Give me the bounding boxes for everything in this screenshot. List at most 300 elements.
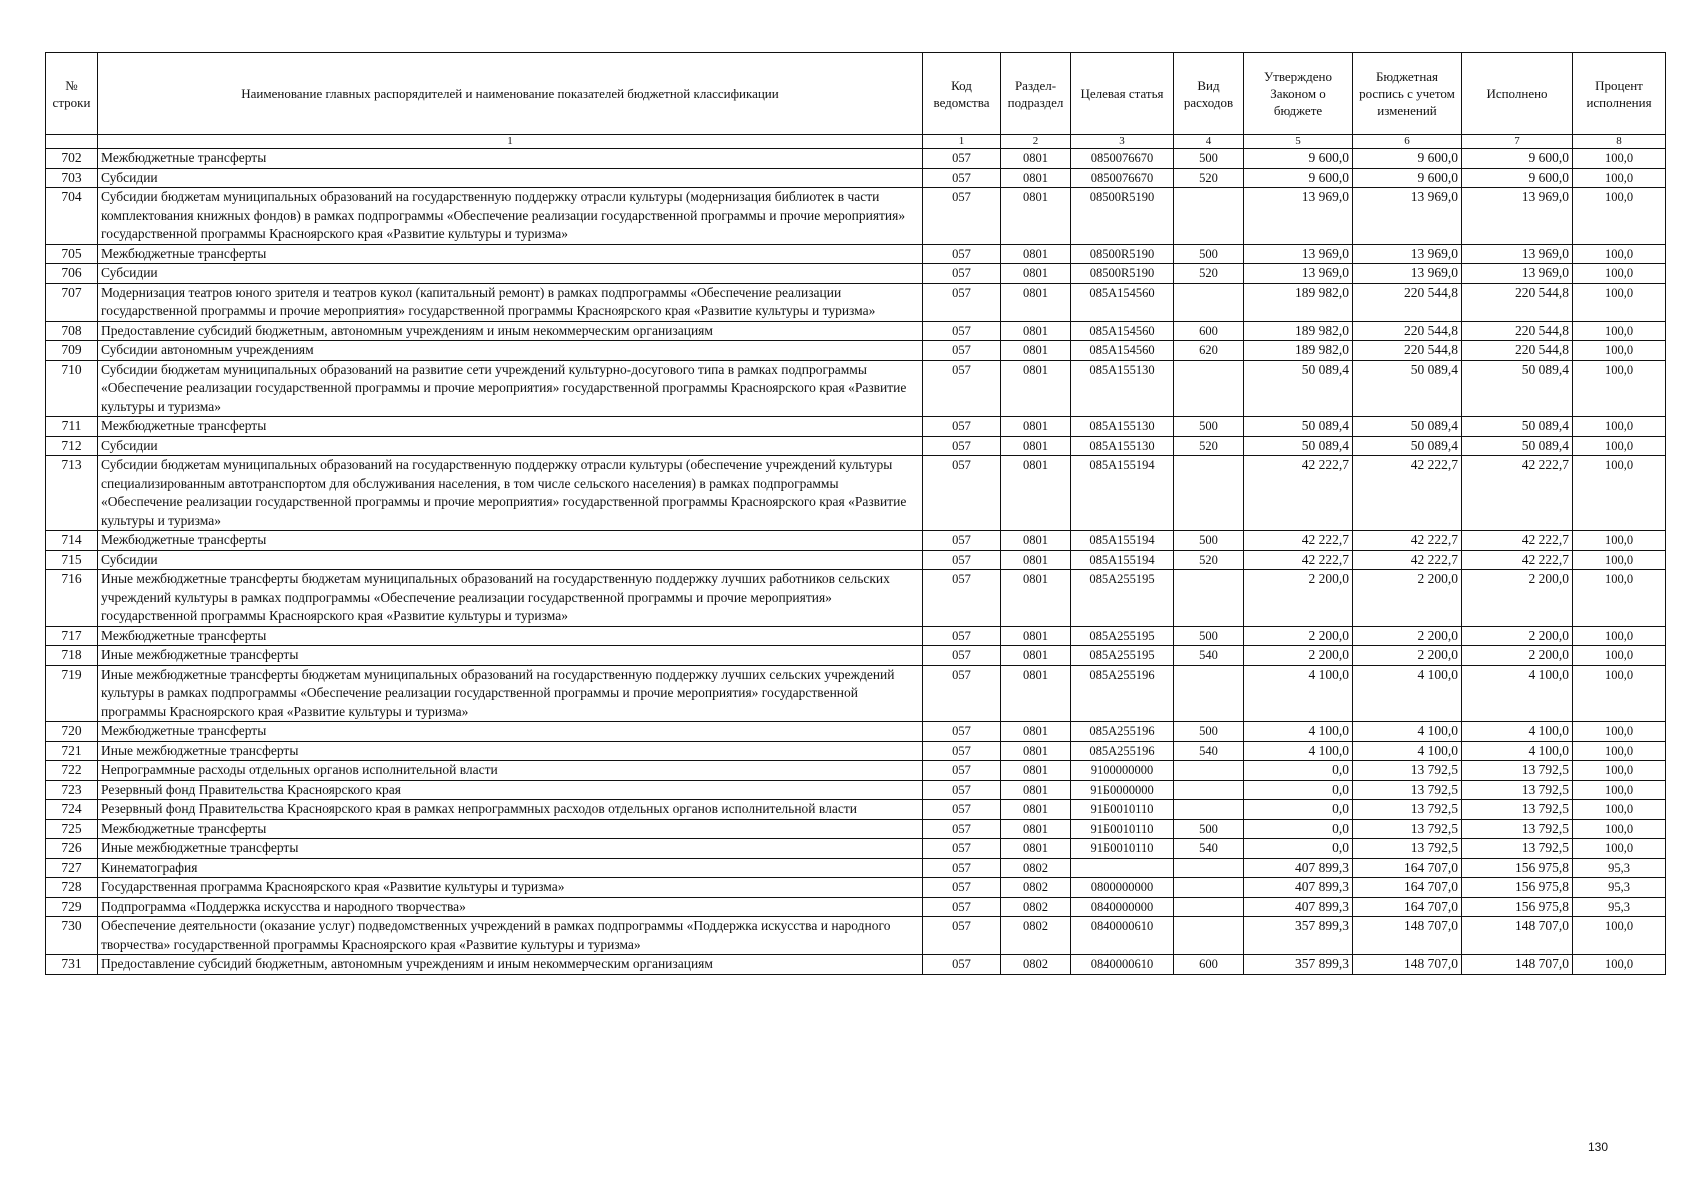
row-procent: 100,0 — [1573, 168, 1666, 188]
row-vedomstvo: 057 — [923, 417, 1001, 437]
row-utverzhdeno: 407 899,3 — [1244, 858, 1353, 878]
row-utverzhdeno: 0,0 — [1244, 761, 1353, 781]
row-vedomstvo: 057 — [923, 917, 1001, 955]
row-utverzhdeno: 42 222,7 — [1244, 550, 1353, 570]
row-rospis: 148 707,0 — [1353, 955, 1462, 975]
row-procent: 95,3 — [1573, 878, 1666, 898]
row-number: 710 — [46, 360, 98, 417]
row-ispolneno: 13 969,0 — [1462, 244, 1573, 264]
row-number: 704 — [46, 188, 98, 245]
row-vid: 520 — [1174, 264, 1244, 284]
row-utverzhdeno: 189 982,0 — [1244, 341, 1353, 361]
row-rospis: 42 222,7 — [1353, 456, 1462, 531]
row-vid: 500 — [1174, 244, 1244, 264]
row-razdel: 0801 — [1001, 722, 1071, 742]
row-ispolneno: 148 707,0 — [1462, 955, 1573, 975]
header-row-no: № строки — [46, 53, 98, 135]
table-row — [46, 436, 1666, 456]
row-vedomstvo: 057 — [923, 646, 1001, 666]
row-number: 713 — [46, 456, 98, 531]
row-razdel: 0801 — [1001, 417, 1071, 437]
row-razdel: 0801 — [1001, 341, 1071, 361]
row-name: Государственная программа Красноярского края «Развитие культуры и туризма» — [98, 878, 923, 898]
row-name: Субсидии — [98, 168, 923, 188]
row-vid — [1174, 761, 1244, 781]
row-number: 702 — [46, 149, 98, 169]
row-statya: 91Б0010110 — [1071, 839, 1174, 859]
row-ispolneno: 148 707,0 — [1462, 917, 1573, 955]
row-number: 727 — [46, 858, 98, 878]
row-name: Модернизация театров юного зрителя и театров кукол (капитальный ремонт) в рамках подпрограммы «Обеспечение реализации государственной программы и прочие мероприятия» государственной программы Красноярского края «Развитие культуры и туризма» — [98, 283, 923, 321]
row-ispolneno: 50 089,4 — [1462, 436, 1573, 456]
row-ispolneno: 220 544,8 — [1462, 341, 1573, 361]
row-vedomstvo: 057 — [923, 188, 1001, 245]
row-statya: 085A155194 — [1071, 456, 1174, 531]
row-razdel: 0801 — [1001, 780, 1071, 800]
row-vedomstvo: 057 — [923, 264, 1001, 284]
row-procent: 100,0 — [1573, 839, 1666, 859]
row-statya: 085A155130 — [1071, 436, 1174, 456]
row-number: 724 — [46, 800, 98, 820]
row-razdel: 0802 — [1001, 858, 1071, 878]
row-name: Межбюджетные трансферты — [98, 819, 923, 839]
row-razdel: 0802 — [1001, 897, 1071, 917]
row-rospis: 164 707,0 — [1353, 858, 1462, 878]
row-vid — [1174, 283, 1244, 321]
row-statya — [1071, 858, 1174, 878]
row-procent: 100,0 — [1573, 955, 1666, 975]
table-row — [46, 149, 1666, 169]
row-vedomstvo: 057 — [923, 360, 1001, 417]
row-vid — [1174, 917, 1244, 955]
table-row — [46, 341, 1666, 361]
row-utverzhdeno: 0,0 — [1244, 819, 1353, 839]
row-vid — [1174, 780, 1244, 800]
row-procent: 100,0 — [1573, 264, 1666, 284]
row-ispolneno: 50 089,4 — [1462, 360, 1573, 417]
row-statya: 0840000610 — [1071, 955, 1174, 975]
row-razdel: 0801 — [1001, 839, 1071, 859]
row-vid — [1174, 360, 1244, 417]
row-procent: 100,0 — [1573, 800, 1666, 820]
row-procent: 100,0 — [1573, 780, 1666, 800]
header-vedomstvo: Код ведомства — [923, 53, 1001, 135]
row-vid: 500 — [1174, 626, 1244, 646]
header-name: Наименование главных распорядителей и наименование показателей бюджетной классификации — [98, 53, 923, 135]
table-row — [46, 878, 1666, 898]
table-row — [46, 761, 1666, 781]
header-statya: Целевая статья — [1071, 53, 1174, 135]
row-vid: 600 — [1174, 321, 1244, 341]
row-razdel: 0801 — [1001, 188, 1071, 245]
row-name: Межбюджетные трансферты — [98, 244, 923, 264]
row-procent: 100,0 — [1573, 531, 1666, 551]
row-number: 716 — [46, 570, 98, 627]
row-ispolneno: 156 975,8 — [1462, 858, 1573, 878]
row-name: Субсидии — [98, 550, 923, 570]
row-razdel: 0801 — [1001, 321, 1071, 341]
row-procent: 100,0 — [1573, 741, 1666, 761]
row-statya: 085A155130 — [1071, 417, 1174, 437]
page-number: 130 — [1588, 1140, 1609, 1154]
row-utverzhdeno: 42 222,7 — [1244, 531, 1353, 551]
row-ispolneno: 13 792,5 — [1462, 780, 1573, 800]
row-ispolneno: 9 600,0 — [1462, 168, 1573, 188]
row-vid: 500 — [1174, 417, 1244, 437]
row-name: Субсидии — [98, 436, 923, 456]
row-vedomstvo: 057 — [923, 436, 1001, 456]
row-vedomstvo: 057 — [923, 800, 1001, 820]
row-vedomstvo: 057 — [923, 780, 1001, 800]
row-name: Иные межбюджетные трансферты — [98, 839, 923, 859]
column-number: 4 — [1174, 135, 1244, 149]
row-rospis: 13 969,0 — [1353, 188, 1462, 245]
row-vedomstvo: 057 — [923, 665, 1001, 722]
row-vedomstvo: 057 — [923, 321, 1001, 341]
row-utverzhdeno: 2 200,0 — [1244, 626, 1353, 646]
row-statya: 91Б0010110 — [1071, 800, 1174, 820]
row-ispolneno: 156 975,8 — [1462, 897, 1573, 917]
row-vedomstvo: 057 — [923, 283, 1001, 321]
row-razdel: 0801 — [1001, 360, 1071, 417]
header-procent: Процент исполнения — [1573, 53, 1666, 135]
row-name: Иные межбюджетные трансферты бюджетам муниципальных образований на государственную поддержку лучших сельских учреждений культуры в рамках подпрограммы «Обеспечение реализации государственной программы и прочие мероприятия» государственной программы Красноярского края «Развитие культуры и туризма» — [98, 665, 923, 722]
table-row — [46, 570, 1666, 627]
row-rospis: 50 089,4 — [1353, 417, 1462, 437]
row-statya: 085A154560 — [1071, 321, 1174, 341]
column-number: 6 — [1353, 135, 1462, 149]
row-name: Непрограммные расходы отдельных органов исполнительной власти — [98, 761, 923, 781]
row-rospis: 13 792,5 — [1353, 819, 1462, 839]
row-statya: 085A154560 — [1071, 283, 1174, 321]
row-statya: 085A155130 — [1071, 360, 1174, 417]
table-row — [46, 917, 1666, 955]
row-razdel: 0801 — [1001, 819, 1071, 839]
row-utverzhdeno: 9 600,0 — [1244, 149, 1353, 169]
row-vid: 520 — [1174, 168, 1244, 188]
row-procent: 100,0 — [1573, 149, 1666, 169]
row-procent: 100,0 — [1573, 917, 1666, 955]
row-ispolneno: 13 792,5 — [1462, 839, 1573, 859]
row-statya: 085A155194 — [1071, 550, 1174, 570]
row-utverzhdeno: 13 969,0 — [1244, 244, 1353, 264]
row-procent: 100,0 — [1573, 321, 1666, 341]
header-utverzhdeno: Утверждено Законом о бюджете — [1244, 53, 1353, 135]
row-vedomstvo: 057 — [923, 897, 1001, 917]
table-row — [46, 897, 1666, 917]
table-row — [46, 800, 1666, 820]
row-rospis: 9 600,0 — [1353, 149, 1462, 169]
row-razdel: 0801 — [1001, 456, 1071, 531]
row-ispolneno: 13 792,5 — [1462, 800, 1573, 820]
row-procent: 95,3 — [1573, 897, 1666, 917]
header-ispolneno: Исполнено — [1462, 53, 1573, 135]
row-procent: 100,0 — [1573, 646, 1666, 666]
row-utverzhdeno: 13 969,0 — [1244, 188, 1353, 245]
row-vid — [1174, 858, 1244, 878]
table-row — [46, 168, 1666, 188]
row-rospis: 13 969,0 — [1353, 264, 1462, 284]
row-statya: 08500R5190 — [1071, 264, 1174, 284]
row-ispolneno: 13 792,5 — [1462, 761, 1573, 781]
row-razdel: 0801 — [1001, 550, 1071, 570]
row-utverzhdeno: 357 899,3 — [1244, 917, 1353, 955]
row-statya: 085A255195 — [1071, 626, 1174, 646]
row-procent: 100,0 — [1573, 761, 1666, 781]
row-statya: 085A255196 — [1071, 722, 1174, 742]
table-row — [46, 417, 1666, 437]
row-procent: 100,0 — [1573, 436, 1666, 456]
row-statya: 9100000000 — [1071, 761, 1174, 781]
row-razdel: 0801 — [1001, 761, 1071, 781]
row-vedomstvo: 057 — [923, 878, 1001, 898]
row-utverzhdeno: 13 969,0 — [1244, 264, 1353, 284]
row-ispolneno: 13 969,0 — [1462, 264, 1573, 284]
row-statya: 0850076670 — [1071, 168, 1174, 188]
table-row — [46, 665, 1666, 722]
row-ispolneno: 220 544,8 — [1462, 321, 1573, 341]
row-vid: 540 — [1174, 646, 1244, 666]
row-vid: 520 — [1174, 550, 1244, 570]
row-number: 728 — [46, 878, 98, 898]
row-ispolneno: 4 100,0 — [1462, 722, 1573, 742]
row-ispolneno: 4 100,0 — [1462, 741, 1573, 761]
row-vid: 600 — [1174, 955, 1244, 975]
column-number: 5 — [1244, 135, 1353, 149]
row-ispolneno: 42 222,7 — [1462, 550, 1573, 570]
row-ispolneno: 13 969,0 — [1462, 188, 1573, 245]
row-number: 723 — [46, 780, 98, 800]
row-rospis: 13 792,5 — [1353, 761, 1462, 781]
row-vid — [1174, 188, 1244, 245]
row-name: Резервный фонд Правительства Красноярского края в рамках непрограммных расходов отдельных органов исполнительной власти — [98, 800, 923, 820]
row-statya: 0800000000 — [1071, 878, 1174, 898]
row-statya: 085A255196 — [1071, 665, 1174, 722]
row-statya: 085A255195 — [1071, 646, 1174, 666]
row-vid: 620 — [1174, 341, 1244, 361]
table-row — [46, 360, 1666, 417]
header-rospis: Бюджетная роспись с учетом изменений — [1353, 53, 1462, 135]
row-ispolneno: 220 544,8 — [1462, 283, 1573, 321]
row-vedomstvo: 057 — [923, 456, 1001, 531]
table-row — [46, 741, 1666, 761]
row-vid — [1174, 878, 1244, 898]
row-procent: 100,0 — [1573, 341, 1666, 361]
budget-table — [45, 52, 1666, 975]
table-row — [46, 283, 1666, 321]
row-procent: 100,0 — [1573, 570, 1666, 627]
row-name: Субсидии автономным учреждениям — [98, 341, 923, 361]
row-rospis: 13 969,0 — [1353, 244, 1462, 264]
table-row — [46, 646, 1666, 666]
row-name: Обеспечение деятельности (оказание услуг) подведомственных учреждений в рамках подпрограммы «Поддержка искусства и народного творчества» государственной программы Красноярского края «Развитие культуры и туризма» — [98, 917, 923, 955]
row-number: 714 — [46, 531, 98, 551]
row-number: 715 — [46, 550, 98, 570]
row-razdel: 0801 — [1001, 800, 1071, 820]
row-razdel: 0801 — [1001, 168, 1071, 188]
row-utverzhdeno: 189 982,0 — [1244, 321, 1353, 341]
column-number: 1 — [923, 135, 1001, 149]
row-procent: 100,0 — [1573, 244, 1666, 264]
row-statya: 08500R5190 — [1071, 188, 1174, 245]
column-number: 1 — [98, 135, 923, 149]
row-name: Межбюджетные трансферты — [98, 531, 923, 551]
row-razdel: 0801 — [1001, 244, 1071, 264]
row-name: Предоставление субсидий бюджетным, автономным учреждениям и иным некоммерческим организациям — [98, 955, 923, 975]
row-ispolneno: 4 100,0 — [1462, 665, 1573, 722]
row-number: 705 — [46, 244, 98, 264]
row-razdel: 0801 — [1001, 570, 1071, 627]
row-rospis: 4 100,0 — [1353, 722, 1462, 742]
row-number: 707 — [46, 283, 98, 321]
row-utverzhdeno: 0,0 — [1244, 780, 1353, 800]
row-vid: 500 — [1174, 722, 1244, 742]
row-number: 731 — [46, 955, 98, 975]
row-number: 730 — [46, 917, 98, 955]
row-vedomstvo: 057 — [923, 955, 1001, 975]
row-ispolneno: 156 975,8 — [1462, 878, 1573, 898]
row-vedomstvo: 057 — [923, 839, 1001, 859]
row-vedomstvo: 057 — [923, 341, 1001, 361]
row-statya: 0840000000 — [1071, 897, 1174, 917]
row-razdel: 0802 — [1001, 878, 1071, 898]
row-razdel: 0801 — [1001, 264, 1071, 284]
row-vedomstvo: 057 — [923, 531, 1001, 551]
row-vedomstvo: 057 — [923, 168, 1001, 188]
row-utverzhdeno: 189 982,0 — [1244, 283, 1353, 321]
row-rospis: 2 200,0 — [1353, 626, 1462, 646]
row-name: Межбюджетные трансферты — [98, 417, 923, 437]
row-statya: 91Б0010110 — [1071, 819, 1174, 839]
row-rospis: 2 200,0 — [1353, 570, 1462, 627]
row-rospis: 9 600,0 — [1353, 168, 1462, 188]
row-utverzhdeno: 42 222,7 — [1244, 456, 1353, 531]
column-number-blank — [46, 135, 98, 149]
row-razdel: 0802 — [1001, 917, 1071, 955]
row-utverzhdeno: 50 089,4 — [1244, 417, 1353, 437]
row-rospis: 13 792,5 — [1353, 800, 1462, 820]
table-row — [46, 722, 1666, 742]
row-procent: 100,0 — [1573, 550, 1666, 570]
row-utverzhdeno: 407 899,3 — [1244, 897, 1353, 917]
table-row — [46, 550, 1666, 570]
row-procent: 100,0 — [1573, 360, 1666, 417]
row-name: Субсидии бюджетам муниципальных образований на развитие сети учреждений культурно-досугового типа в рамках подпрограммы «Обеспечение реализации государственной программы и прочие мероприятия» государственной программы Красноярского края «Развитие культуры и туризма» — [98, 360, 923, 417]
row-razdel: 0801 — [1001, 283, 1071, 321]
column-number: 2 — [1001, 135, 1071, 149]
row-statya: 085A255195 — [1071, 570, 1174, 627]
row-statya: 085A154560 — [1071, 341, 1174, 361]
row-vedomstvo: 057 — [923, 550, 1001, 570]
row-rospis: 164 707,0 — [1353, 878, 1462, 898]
row-razdel: 0801 — [1001, 436, 1071, 456]
row-rospis: 164 707,0 — [1353, 897, 1462, 917]
row-rospis: 50 089,4 — [1353, 436, 1462, 456]
column-number: 7 — [1462, 135, 1573, 149]
row-number: 719 — [46, 665, 98, 722]
row-procent: 95,3 — [1573, 858, 1666, 878]
row-name: Межбюджетные трансферты — [98, 722, 923, 742]
row-procent: 100,0 — [1573, 417, 1666, 437]
row-ispolneno: 42 222,7 — [1462, 456, 1573, 531]
row-number: 703 — [46, 168, 98, 188]
row-vid: 520 — [1174, 436, 1244, 456]
row-vid — [1174, 456, 1244, 531]
row-rospis: 2 200,0 — [1353, 646, 1462, 666]
row-vedomstvo: 057 — [923, 149, 1001, 169]
row-procent: 100,0 — [1573, 456, 1666, 531]
row-number: 717 — [46, 626, 98, 646]
table-row — [46, 188, 1666, 245]
table-row — [46, 780, 1666, 800]
row-number: 726 — [46, 839, 98, 859]
row-vid: 500 — [1174, 531, 1244, 551]
row-rospis: 4 100,0 — [1353, 665, 1462, 722]
row-utverzhdeno: 357 899,3 — [1244, 955, 1353, 975]
row-vid — [1174, 800, 1244, 820]
header-vid: Вид расходов — [1174, 53, 1244, 135]
row-number: 712 — [46, 436, 98, 456]
row-procent: 100,0 — [1573, 283, 1666, 321]
row-procent: 100,0 — [1573, 626, 1666, 646]
table-row — [46, 626, 1666, 646]
row-utverzhdeno: 50 089,4 — [1244, 360, 1353, 417]
row-vedomstvo: 057 — [923, 819, 1001, 839]
row-vedomstvo: 057 — [923, 244, 1001, 264]
row-number: 722 — [46, 761, 98, 781]
row-ispolneno: 2 200,0 — [1462, 626, 1573, 646]
column-number: 8 — [1573, 135, 1666, 149]
row-name: Кинематография — [98, 858, 923, 878]
table-row — [46, 264, 1666, 284]
row-name: Иные межбюджетные трансферты — [98, 646, 923, 666]
row-ispolneno: 2 200,0 — [1462, 646, 1573, 666]
row-rospis: 148 707,0 — [1353, 917, 1462, 955]
row-name: Субсидии бюджетам муниципальных образований на государственную поддержку отрасли культуры (модернизация библиотек в части комплектования книжных фондов) в рамках подпрограммы «Обеспечение реализации государственной программы и прочие мероприятия» государственной программы Красноярского края «Развитие культуры и туризма» — [98, 188, 923, 245]
row-statya: 085A155194 — [1071, 531, 1174, 551]
row-statya: 085A255196 — [1071, 741, 1174, 761]
row-name: Подпрограмма «Поддержка искусства и народного творчества» — [98, 897, 923, 917]
row-utverzhdeno: 4 100,0 — [1244, 665, 1353, 722]
row-procent: 100,0 — [1573, 665, 1666, 722]
row-utverzhdeno: 4 100,0 — [1244, 722, 1353, 742]
row-name: Иные межбюджетные трансферты бюджетам муниципальных образований на государственную поддержку лучших работников сельских учреждений культуры в рамках подпрограммы «Обеспечение реализации государственной программы и прочие мероприятия» государственной программы Красноярского края «Развитие культуры и туризма» — [98, 570, 923, 627]
table-body — [46, 149, 1666, 975]
row-procent: 100,0 — [1573, 722, 1666, 742]
row-ispolneno: 50 089,4 — [1462, 417, 1573, 437]
row-rospis: 220 544,8 — [1353, 341, 1462, 361]
row-utverzhdeno: 9 600,0 — [1244, 168, 1353, 188]
row-number: 725 — [46, 819, 98, 839]
table-row — [46, 955, 1666, 975]
row-utverzhdeno: 0,0 — [1244, 839, 1353, 859]
row-rospis: 4 100,0 — [1353, 741, 1462, 761]
row-vid — [1174, 665, 1244, 722]
row-utverzhdeno: 2 200,0 — [1244, 646, 1353, 666]
row-vid: 500 — [1174, 149, 1244, 169]
table-row — [46, 819, 1666, 839]
row-vedomstvo: 057 — [923, 858, 1001, 878]
row-number: 721 — [46, 741, 98, 761]
row-statya: 0840000610 — [1071, 917, 1174, 955]
table-row — [46, 531, 1666, 551]
budget-table-sheet — [45, 52, 1665, 975]
row-statya: 08500R5190 — [1071, 244, 1174, 264]
row-rospis: 220 544,8 — [1353, 321, 1462, 341]
row-procent: 100,0 — [1573, 188, 1666, 245]
row-statya: 0850076670 — [1071, 149, 1174, 169]
row-vid: 500 — [1174, 819, 1244, 839]
